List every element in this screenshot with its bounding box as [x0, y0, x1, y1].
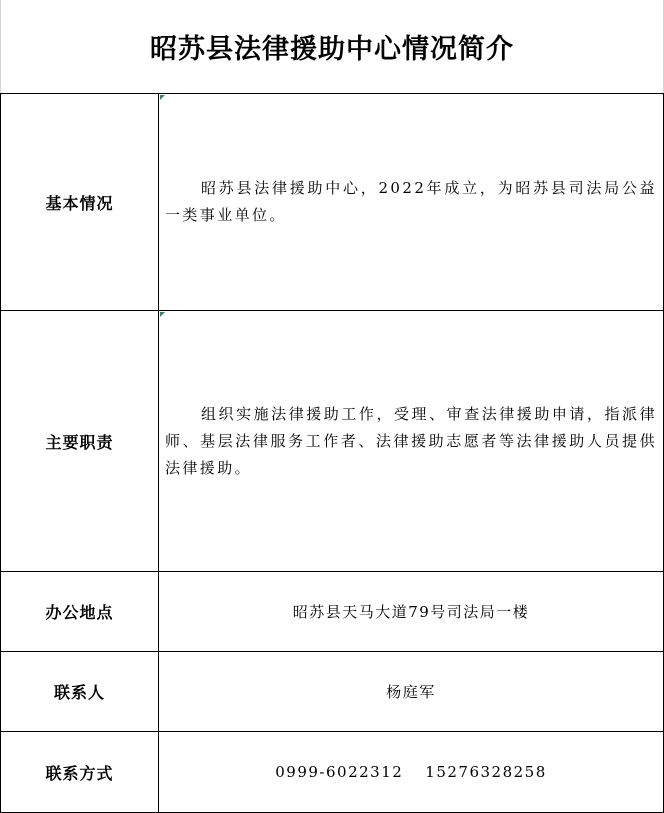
contact-person-label: 联系人	[1, 652, 159, 732]
table-row-address	[1, 572, 664, 652]
title-row	[0, 0, 664, 93]
info-table	[0, 93, 664, 813]
phone-label: 联系方式	[1, 732, 159, 813]
basic-info-label: 基本情况	[1, 94, 159, 311]
comment-marker-icon	[160, 312, 165, 317]
table-row-phone	[1, 732, 664, 813]
table-row-contact-person	[1, 652, 664, 732]
page-title: 昭苏县法律援助中心情况简介	[150, 34, 514, 65]
phone-number-2: 15276328258	[425, 763, 547, 781]
duties-label: 主要职责	[1, 311, 159, 572]
contact-person-value: 杨庭军	[159, 652, 664, 732]
table-row-basic	[1, 94, 664, 311]
table-row-duties	[1, 311, 664, 572]
basic-info-cell	[159, 94, 664, 311]
duties-text: 组织实施法律援助工作，受理、审查法律援助申请，指派律师、基层法律服务工作者、法律援助志愿者等法律援助人员提供法律援助。	[165, 404, 657, 477]
address-label: 办公地点	[1, 572, 159, 652]
phone-number-1: 0999-6022312	[275, 763, 404, 781]
address-value: 昭苏县天马大道79号司法局一楼	[159, 572, 664, 652]
comment-marker-icon	[160, 95, 165, 100]
phone-cell	[159, 732, 664, 813]
duties-cell	[159, 311, 664, 572]
basic-info-text: 昭苏县法律援助中心，2022年成立，为昭苏县司法局公益一类事业单位。	[165, 179, 657, 224]
